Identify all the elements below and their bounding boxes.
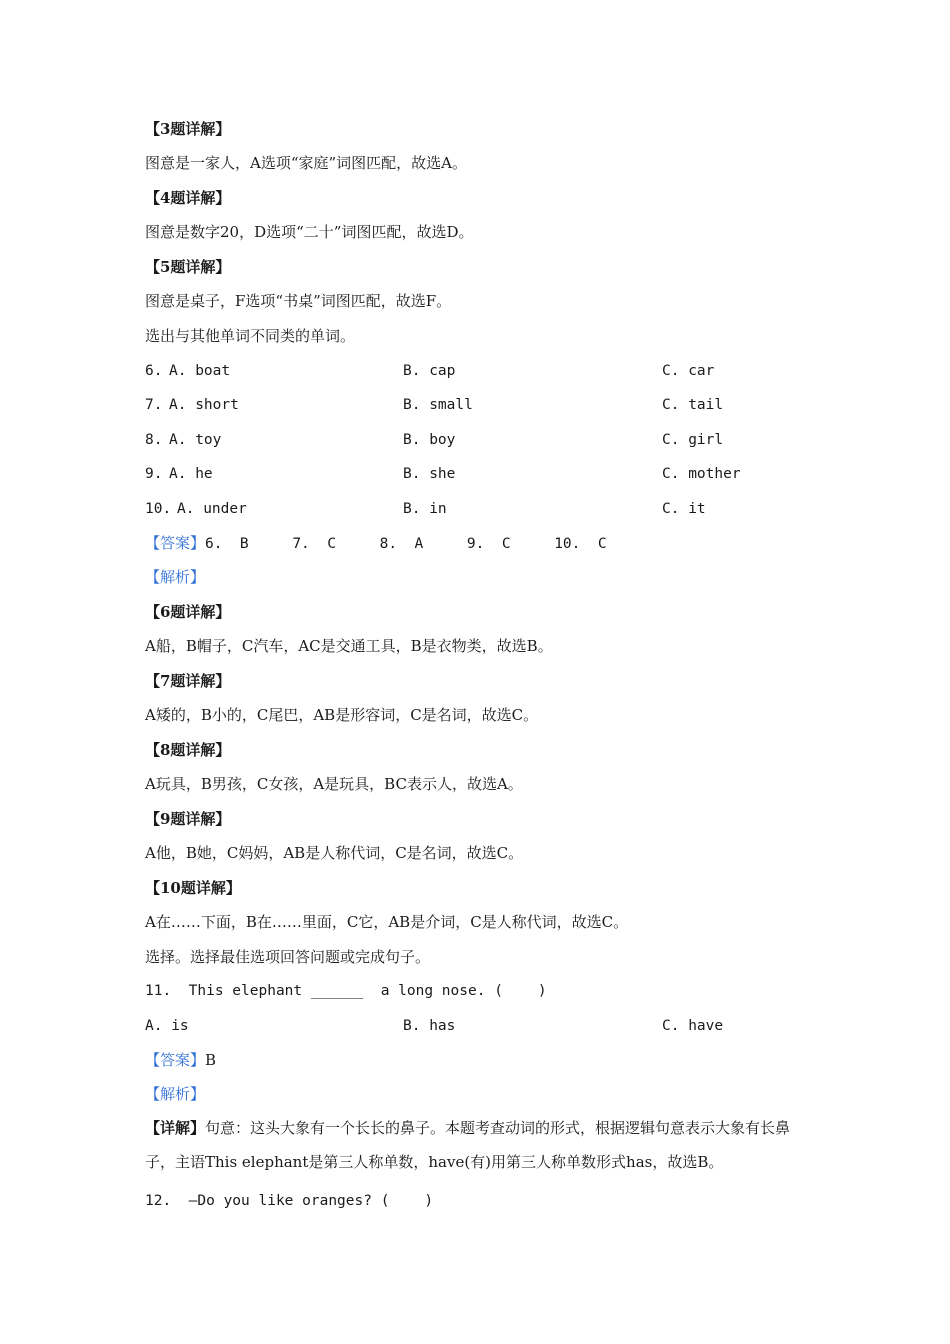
option-a: A. he	[169, 466, 213, 482]
q11-answer-line	[145, 1049, 216, 1071]
option-b: B. small	[403, 397, 473, 413]
option-b: B. boy	[403, 432, 456, 448]
option-b: B. cap	[403, 363, 456, 379]
answer-label: 【答案】	[145, 534, 206, 552]
detail-label: 【详解】	[145, 1119, 206, 1137]
question-number: 10.	[145, 501, 172, 517]
option-a: A. toy	[169, 432, 222, 448]
q10-detail-heading: 【10题详解】	[145, 879, 241, 897]
q8-detail-text: A玩具，B男孩，C女孩，A是玩具，BC表示人，故选A。	[145, 775, 523, 793]
answer-label: 【答案】	[145, 1051, 206, 1069]
q7-detail-heading: 【7题详解】	[145, 672, 231, 690]
option-c: C. mother	[662, 466, 741, 482]
q11-stem: 11. This elephant ______ a long nose. ( )	[145, 983, 547, 999]
option-a: A. under	[177, 501, 247, 517]
analysis-label: 【解析】	[145, 568, 206, 586]
q10-detail-text: A在……下面，B在……里面，C它，AB是介词，C是人称代词，故选C。	[145, 913, 629, 931]
q11-detail	[145, 1111, 810, 1179]
q5-detail-heading: 【5题详解】	[145, 258, 231, 276]
section-multiple-choice: 选择。选择最佳选项回答问题或完成句子。	[145, 948, 431, 966]
q3-detail-heading: 【3题详解】	[145, 120, 231, 138]
q11-analysis-label: 【解析】	[145, 1085, 206, 1103]
option-c: C. tail	[662, 397, 724, 413]
option-c: C. it	[662, 501, 706, 517]
option-a: A. is	[145, 1018, 189, 1034]
detail-text: 句意：这头大象有一个长长的鼻子。本题考查动词的形式，根据逻辑句意表示大象有长鼻子，主语This elephant是第三人称单数，have(有)用第三人称单数形式has，故选B。	[145, 1119, 791, 1171]
q3-detail-text: 图意是一家人，A选项“家庭”词图匹配，故选A。	[145, 154, 468, 172]
option-b: B. in	[403, 501, 447, 517]
question-number: 9.	[145, 466, 163, 482]
q12-stem: 12. —Do you like oranges? ( )	[145, 1193, 434, 1209]
option-a: A. boat	[169, 363, 231, 379]
option-c: C. girl	[662, 432, 724, 448]
option-c: C. have	[662, 1018, 724, 1034]
option-b: B. has	[403, 1018, 456, 1034]
q5-detail-text: 图意是桌子，F选项“书桌”词图匹配，故选F。	[145, 292, 452, 310]
question-number: 6.	[145, 363, 163, 379]
option-c: C. car	[662, 363, 715, 379]
q4-detail-text: 图意是数字20，D选项“二十”词图匹配，故选D。	[145, 223, 474, 241]
q6-detail-heading: 【6题详解】	[145, 603, 231, 621]
question-number: 8.	[145, 432, 163, 448]
q9-detail-text: A他，B她，C妈妈，AB是人称代词，C是名词，故选C。	[145, 844, 524, 862]
q9-detail-heading: 【9题详解】	[145, 810, 231, 828]
q11-answer-value: B	[205, 1051, 217, 1069]
answer-values: 6. B 7. C 8. A 9. C 10. C	[205, 536, 607, 552]
section-odd-one-out: 选出与其他单词不同类的单词。	[145, 327, 356, 345]
option-a: A. short	[169, 397, 239, 413]
option-b: B. she	[403, 466, 456, 482]
question-number: 7.	[145, 397, 163, 413]
q6-detail-text: A船，B帽子，C汽车，AC是交通工具，B是衣物类，故选B。	[145, 637, 553, 655]
q7-detail-text: A矮的，B小的，C尾巴，AB是形容词，C是名词，故选C。	[145, 706, 539, 724]
q8-detail-heading: 【8题详解】	[145, 741, 231, 759]
q4-detail-heading: 【4题详解】	[145, 189, 231, 207]
answer-line-6-10	[145, 532, 607, 555]
